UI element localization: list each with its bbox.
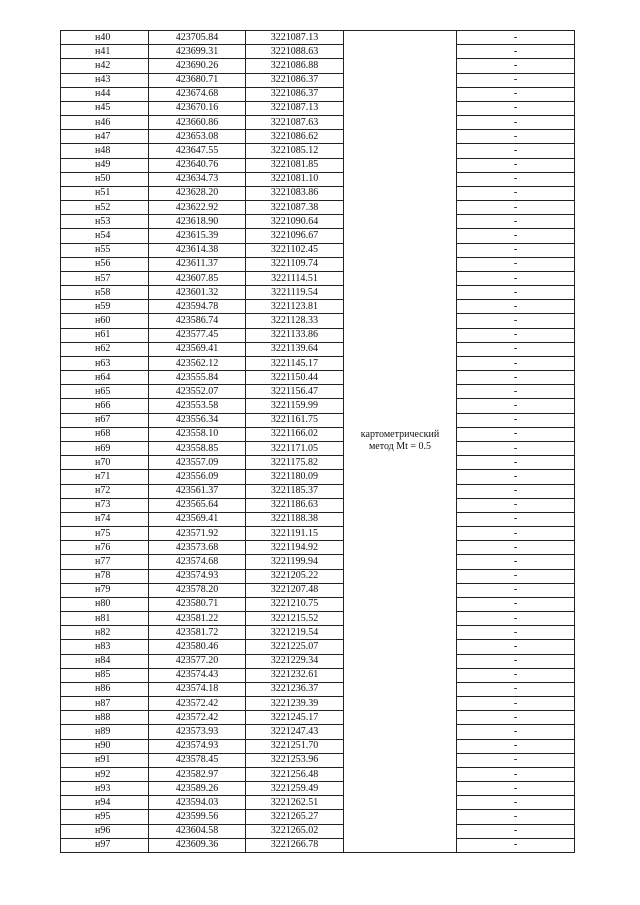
point-id-cell: н73	[61, 498, 149, 512]
y-coordinate-cell: 3221081.10	[246, 172, 344, 186]
x-coordinate-cell: 423565.64	[149, 498, 246, 512]
y-coordinate-cell: 3221119.54	[246, 286, 344, 300]
point-id-cell: н72	[61, 484, 149, 498]
table-row	[61, 73, 575, 87]
y-coordinate-cell: 3221256.48	[246, 767, 344, 781]
table-row	[61, 767, 575, 781]
y-coordinate-cell: 3221186.63	[246, 498, 344, 512]
x-coordinate-cell: 423578.45	[149, 753, 246, 767]
x-coordinate-cell: 423599.56	[149, 810, 246, 824]
x-coordinate-cell: 423640.76	[149, 158, 246, 172]
table-row	[61, 201, 575, 215]
point-id-cell: н75	[61, 527, 149, 541]
y-coordinate-cell: 3221150.44	[246, 371, 344, 385]
table-row	[61, 512, 575, 526]
x-coordinate-cell: 423556.09	[149, 470, 246, 484]
y-coordinate-cell: 3221175.82	[246, 456, 344, 470]
y-coordinate-cell: 3221247.43	[246, 725, 344, 739]
x-coordinate-cell: 423555.84	[149, 371, 246, 385]
point-id-cell: н95	[61, 810, 149, 824]
table-row	[61, 456, 575, 470]
point-id-cell: н59	[61, 300, 149, 314]
y-coordinate-cell: 3221236.37	[246, 682, 344, 696]
y-coordinate-cell: 3221199.94	[246, 555, 344, 569]
x-coordinate-cell: 423594.03	[149, 796, 246, 810]
point-id-cell: н89	[61, 725, 149, 739]
y-coordinate-cell: 3221088.63	[246, 45, 344, 59]
x-coordinate-cell: 423572.42	[149, 697, 246, 711]
error-cell: -	[457, 512, 575, 526]
x-coordinate-cell: 423573.68	[149, 541, 246, 555]
y-coordinate-cell: 3221109.74	[246, 257, 344, 271]
point-id-cell: н65	[61, 385, 149, 399]
point-id-cell: н62	[61, 342, 149, 356]
x-coordinate-cell: 423604.58	[149, 824, 246, 838]
x-coordinate-cell: 423580.71	[149, 597, 246, 611]
table-row	[61, 541, 575, 555]
table-row	[61, 470, 575, 484]
error-cell: -	[457, 824, 575, 838]
table-row	[61, 654, 575, 668]
x-coordinate-cell: 423705.84	[149, 31, 246, 45]
error-cell: -	[457, 739, 575, 753]
table-row	[61, 753, 575, 767]
y-coordinate-cell: 3221087.63	[246, 116, 344, 130]
x-coordinate-cell: 423577.20	[149, 654, 246, 668]
x-coordinate-cell: 423580.46	[149, 640, 246, 654]
coordinates-table-body	[61, 31, 575, 853]
error-cell: -	[457, 116, 575, 130]
point-id-cell: н74	[61, 512, 149, 526]
x-coordinate-cell: 423558.10	[149, 427, 246, 441]
y-coordinate-cell: 3221191.15	[246, 527, 344, 541]
table-row	[61, 711, 575, 725]
x-coordinate-cell: 423557.09	[149, 456, 246, 470]
y-coordinate-cell: 3221159.99	[246, 399, 344, 413]
x-coordinate-cell: 423553.58	[149, 399, 246, 413]
error-cell: -	[457, 682, 575, 696]
y-coordinate-cell: 3221123.81	[246, 300, 344, 314]
table-row	[61, 45, 575, 59]
y-coordinate-cell: 3221259.49	[246, 782, 344, 796]
x-coordinate-cell: 423574.93	[149, 739, 246, 753]
error-cell: -	[457, 172, 575, 186]
table-row	[61, 782, 575, 796]
coordinates-table	[60, 30, 575, 853]
y-coordinate-cell: 3221185.37	[246, 484, 344, 498]
point-id-cell: н82	[61, 626, 149, 640]
table-row	[61, 441, 575, 455]
point-id-cell: н78	[61, 569, 149, 583]
error-cell: -	[457, 456, 575, 470]
table-row	[61, 427, 575, 441]
y-coordinate-cell: 3221194.92	[246, 541, 344, 555]
y-coordinate-cell: 3221085.12	[246, 144, 344, 158]
error-cell: -	[457, 484, 575, 498]
table-row	[61, 583, 575, 597]
error-cell: -	[457, 668, 575, 682]
y-coordinate-cell: 3221081.85	[246, 158, 344, 172]
table-row	[61, 484, 575, 498]
error-cell: -	[457, 45, 575, 59]
y-coordinate-cell: 3221207.48	[246, 583, 344, 597]
x-coordinate-cell: 423618.90	[149, 215, 246, 229]
y-coordinate-cell: 3221232.61	[246, 668, 344, 682]
point-id-cell: н68	[61, 427, 149, 441]
table-row	[61, 31, 575, 45]
point-id-cell: н45	[61, 101, 149, 115]
point-id-cell: н70	[61, 456, 149, 470]
y-coordinate-cell: 3221090.64	[246, 215, 344, 229]
x-coordinate-cell: 423634.73	[149, 172, 246, 186]
error-cell: -	[457, 59, 575, 73]
y-coordinate-cell: 3221083.86	[246, 186, 344, 200]
y-coordinate-cell: 3221114.51	[246, 271, 344, 285]
table-row	[61, 824, 575, 838]
y-coordinate-cell: 3221219.54	[246, 626, 344, 640]
y-coordinate-cell: 3221086.88	[246, 59, 344, 73]
error-cell: -	[457, 314, 575, 328]
table-row	[61, 371, 575, 385]
error-cell: -	[457, 838, 575, 852]
error-cell: -	[457, 371, 575, 385]
table-row	[61, 243, 575, 257]
y-coordinate-cell: 3221251.70	[246, 739, 344, 753]
x-coordinate-cell: 423628.20	[149, 186, 246, 200]
error-cell: -	[457, 470, 575, 484]
x-coordinate-cell: 423670.16	[149, 101, 246, 115]
table-row	[61, 59, 575, 73]
error-cell: -	[457, 286, 575, 300]
y-coordinate-cell: 3221229.34	[246, 654, 344, 668]
x-coordinate-cell: 423660.86	[149, 116, 246, 130]
y-coordinate-cell: 3221145.17	[246, 356, 344, 370]
table-row	[61, 328, 575, 342]
point-id-cell: н42	[61, 59, 149, 73]
error-cell: -	[457, 186, 575, 200]
error-cell: -	[457, 229, 575, 243]
table-row	[61, 271, 575, 285]
table-row	[61, 597, 575, 611]
table-row	[61, 796, 575, 810]
point-id-cell: н49	[61, 158, 149, 172]
x-coordinate-cell: 423574.18	[149, 682, 246, 696]
y-coordinate-cell: 3221086.62	[246, 130, 344, 144]
x-coordinate-cell: 423569.41	[149, 342, 246, 356]
point-id-cell: н48	[61, 144, 149, 158]
x-coordinate-cell: 423622.92	[149, 201, 246, 215]
y-coordinate-cell: 3221205.22	[246, 569, 344, 583]
y-coordinate-cell: 3221086.37	[246, 73, 344, 87]
point-id-cell: н94	[61, 796, 149, 810]
x-coordinate-cell: 423578.20	[149, 583, 246, 597]
error-cell: -	[457, 498, 575, 512]
point-id-cell: н54	[61, 229, 149, 243]
x-coordinate-cell: 423609.36	[149, 838, 246, 852]
point-id-cell: н88	[61, 711, 149, 725]
y-coordinate-cell: 3221171.05	[246, 441, 344, 455]
table-row	[61, 116, 575, 130]
y-coordinate-cell: 3221156.47	[246, 385, 344, 399]
point-id-cell: н47	[61, 130, 149, 144]
error-cell: -	[457, 158, 575, 172]
point-id-cell: н46	[61, 116, 149, 130]
x-coordinate-cell: 423653.08	[149, 130, 246, 144]
point-id-cell: н51	[61, 186, 149, 200]
error-cell: -	[457, 342, 575, 356]
table-row	[61, 668, 575, 682]
table-row	[61, 356, 575, 370]
error-cell: -	[457, 796, 575, 810]
x-coordinate-cell: 423577.45	[149, 328, 246, 342]
error-cell: -	[457, 328, 575, 342]
x-coordinate-cell: 423581.72	[149, 626, 246, 640]
y-coordinate-cell: 3221265.02	[246, 824, 344, 838]
error-cell: -	[457, 215, 575, 229]
error-cell: -	[457, 527, 575, 541]
method-name: картометрический	[360, 429, 440, 441]
table-row	[61, 739, 575, 753]
y-coordinate-cell: 3221087.13	[246, 31, 344, 45]
table-row	[61, 569, 575, 583]
table-row	[61, 314, 575, 328]
error-cell: -	[457, 385, 575, 399]
table-row	[61, 838, 575, 852]
point-id-cell: н92	[61, 767, 149, 781]
x-coordinate-cell: 423589.26	[149, 782, 246, 796]
error-cell: -	[457, 441, 575, 455]
point-id-cell: н69	[61, 441, 149, 455]
x-coordinate-cell: 423647.55	[149, 144, 246, 158]
table-row	[61, 172, 575, 186]
y-coordinate-cell: 3221245.17	[246, 711, 344, 725]
error-cell: -	[457, 597, 575, 611]
point-id-cell: н93	[61, 782, 149, 796]
x-coordinate-cell: 423574.43	[149, 668, 246, 682]
table-row	[61, 399, 575, 413]
point-id-cell: н58	[61, 286, 149, 300]
error-cell: -	[457, 555, 575, 569]
point-id-cell: н81	[61, 612, 149, 626]
x-coordinate-cell: 423562.12	[149, 356, 246, 370]
table-row	[61, 640, 575, 654]
point-id-cell: н77	[61, 555, 149, 569]
y-coordinate-cell: 3221133.86	[246, 328, 344, 342]
table-row	[61, 612, 575, 626]
point-id-cell: н66	[61, 399, 149, 413]
error-cell: -	[457, 753, 575, 767]
table-row	[61, 144, 575, 158]
x-coordinate-cell: 423561.37	[149, 484, 246, 498]
point-id-cell: н86	[61, 682, 149, 696]
x-coordinate-cell: 423582.97	[149, 767, 246, 781]
table-row	[61, 697, 575, 711]
table-row	[61, 555, 575, 569]
table-row	[61, 385, 575, 399]
error-cell: -	[457, 399, 575, 413]
error-cell: -	[457, 767, 575, 781]
y-coordinate-cell: 3221265.27	[246, 810, 344, 824]
table-row	[61, 413, 575, 427]
table-row	[61, 87, 575, 101]
point-id-cell: н40	[61, 31, 149, 45]
error-cell: -	[457, 130, 575, 144]
table-row	[61, 300, 575, 314]
table-row	[61, 186, 575, 200]
x-coordinate-cell: 423674.68	[149, 87, 246, 101]
point-id-cell: н84	[61, 654, 149, 668]
error-cell: -	[457, 87, 575, 101]
y-coordinate-cell: 3221086.37	[246, 87, 344, 101]
point-id-cell: н80	[61, 597, 149, 611]
error-cell: -	[457, 612, 575, 626]
point-id-cell: н41	[61, 45, 149, 59]
table-row	[61, 215, 575, 229]
y-coordinate-cell: 3221239.39	[246, 697, 344, 711]
x-coordinate-cell: 423574.93	[149, 569, 246, 583]
error-cell: -	[457, 626, 575, 640]
table-row	[61, 342, 575, 356]
y-coordinate-cell: 3221166.02	[246, 427, 344, 441]
y-coordinate-cell: 3221253.96	[246, 753, 344, 767]
point-id-cell: н52	[61, 201, 149, 215]
point-id-cell: н85	[61, 668, 149, 682]
method-cell	[344, 31, 457, 853]
x-coordinate-cell: 423615.39	[149, 229, 246, 243]
table-row	[61, 810, 575, 824]
y-coordinate-cell: 3221096.67	[246, 229, 344, 243]
table-row	[61, 527, 575, 541]
method-accuracy: метод Mt = 0.5	[368, 441, 432, 453]
point-id-cell: н91	[61, 753, 149, 767]
error-cell: -	[457, 101, 575, 115]
table-row	[61, 286, 575, 300]
error-cell: -	[457, 243, 575, 257]
error-cell: -	[457, 711, 575, 725]
point-id-cell: н67	[61, 413, 149, 427]
x-coordinate-cell: 423611.37	[149, 257, 246, 271]
y-coordinate-cell: 3221087.38	[246, 201, 344, 215]
table-row	[61, 682, 575, 696]
x-coordinate-cell: 423594.78	[149, 300, 246, 314]
error-cell: -	[457, 654, 575, 668]
error-cell: -	[457, 201, 575, 215]
error-cell: -	[457, 810, 575, 824]
x-coordinate-cell: 423569.41	[149, 512, 246, 526]
error-cell: -	[457, 271, 575, 285]
error-cell: -	[457, 257, 575, 271]
x-coordinate-cell: 423552.07	[149, 385, 246, 399]
point-id-cell: н63	[61, 356, 149, 370]
point-id-cell: н71	[61, 470, 149, 484]
table-row	[61, 229, 575, 243]
y-coordinate-cell: 3221225.07	[246, 640, 344, 654]
x-coordinate-cell: 423607.85	[149, 271, 246, 285]
y-coordinate-cell: 3221210.75	[246, 597, 344, 611]
error-cell: -	[457, 569, 575, 583]
error-cell: -	[457, 300, 575, 314]
point-id-cell: н61	[61, 328, 149, 342]
x-coordinate-cell: 423614.38	[149, 243, 246, 257]
point-id-cell: н55	[61, 243, 149, 257]
x-coordinate-cell: 423601.32	[149, 286, 246, 300]
point-id-cell: н44	[61, 87, 149, 101]
error-cell: -	[457, 725, 575, 739]
error-cell: -	[457, 541, 575, 555]
x-coordinate-cell: 423586.74	[149, 314, 246, 328]
table-row	[61, 158, 575, 172]
error-cell: -	[457, 697, 575, 711]
y-coordinate-cell: 3221266.78	[246, 838, 344, 852]
table-row	[61, 498, 575, 512]
y-coordinate-cell: 3221128.33	[246, 314, 344, 328]
point-id-cell: н87	[61, 697, 149, 711]
table-row	[61, 101, 575, 115]
y-coordinate-cell: 3221262.51	[246, 796, 344, 810]
y-coordinate-cell: 3221139.64	[246, 342, 344, 356]
x-coordinate-cell: 423571.92	[149, 527, 246, 541]
error-cell: -	[457, 427, 575, 441]
error-cell: -	[457, 782, 575, 796]
x-coordinate-cell: 423699.31	[149, 45, 246, 59]
point-id-cell: н76	[61, 541, 149, 555]
y-coordinate-cell: 3221188.38	[246, 512, 344, 526]
y-coordinate-cell: 3221180.09	[246, 470, 344, 484]
error-cell: -	[457, 73, 575, 87]
table-row	[61, 257, 575, 271]
point-id-cell: н96	[61, 824, 149, 838]
x-coordinate-cell: 423581.22	[149, 612, 246, 626]
point-id-cell: н90	[61, 739, 149, 753]
x-coordinate-cell: 423556.34	[149, 413, 246, 427]
point-id-cell: н60	[61, 314, 149, 328]
error-cell: -	[457, 356, 575, 370]
point-id-cell: н43	[61, 73, 149, 87]
x-coordinate-cell: 423572.42	[149, 711, 246, 725]
y-coordinate-cell: 3221102.45	[246, 243, 344, 257]
x-coordinate-cell: 423690.26	[149, 59, 246, 73]
point-id-cell: н64	[61, 371, 149, 385]
error-cell: -	[457, 413, 575, 427]
table-row	[61, 626, 575, 640]
x-coordinate-cell: 423558.85	[149, 441, 246, 455]
error-cell: -	[457, 583, 575, 597]
error-cell: -	[457, 31, 575, 45]
table-row	[61, 725, 575, 739]
table-row	[61, 130, 575, 144]
x-coordinate-cell: 423574.68	[149, 555, 246, 569]
x-coordinate-cell: 423573.93	[149, 725, 246, 739]
point-id-cell: н79	[61, 583, 149, 597]
point-id-cell: н83	[61, 640, 149, 654]
point-id-cell: н57	[61, 271, 149, 285]
y-coordinate-cell: 3221161.75	[246, 413, 344, 427]
point-id-cell: н50	[61, 172, 149, 186]
error-cell: -	[457, 640, 575, 654]
error-cell: -	[457, 144, 575, 158]
point-id-cell: н53	[61, 215, 149, 229]
y-coordinate-cell: 3221087.13	[246, 101, 344, 115]
point-id-cell: н97	[61, 838, 149, 852]
point-id-cell: н56	[61, 257, 149, 271]
y-coordinate-cell: 3221215.52	[246, 612, 344, 626]
x-coordinate-cell: 423680.71	[149, 73, 246, 87]
